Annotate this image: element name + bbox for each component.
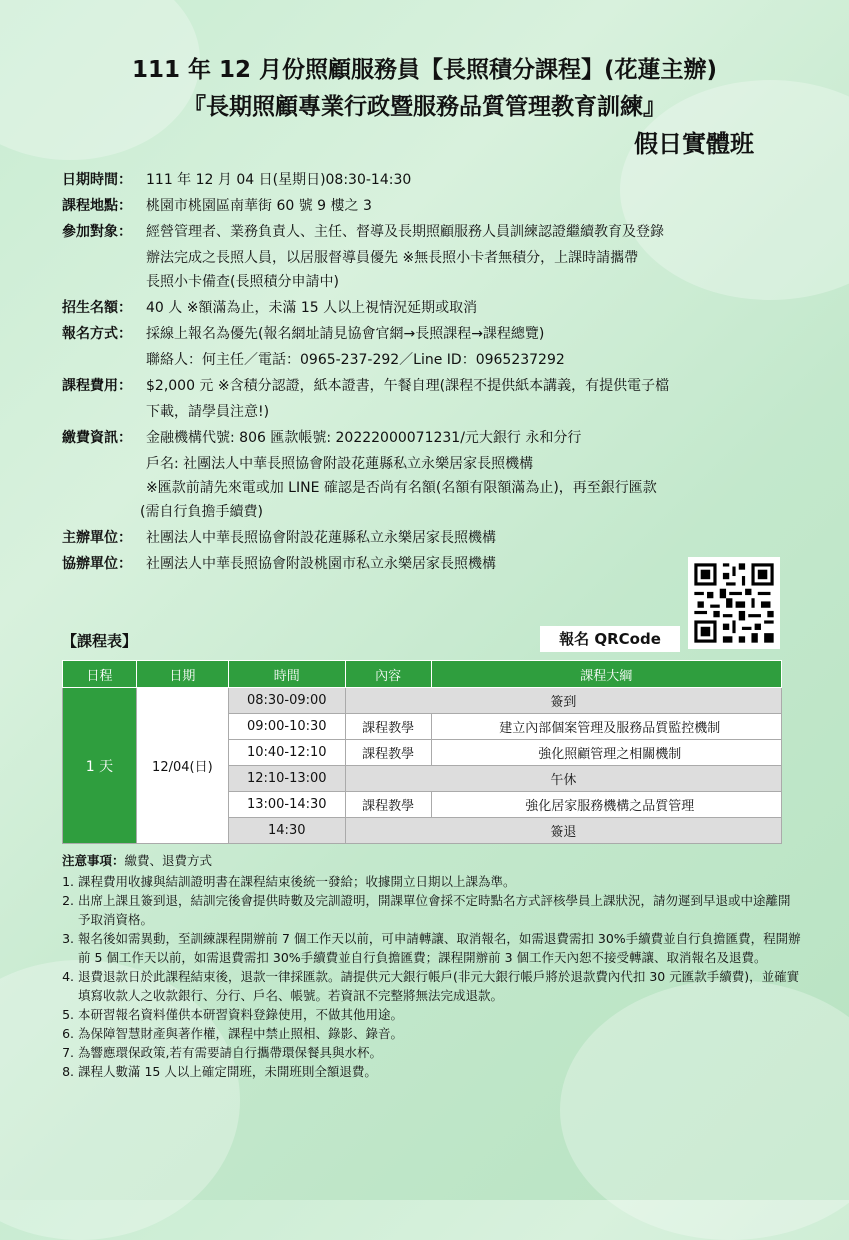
info-value: 採線上報名為優先(報名網址請見協會官網→長照課程→課程總覽) bbox=[146, 326, 545, 342]
outline-cell: 建立內部個案管理及服務品質監控機制 bbox=[431, 714, 781, 740]
info-value: 111 年 12 月 04 日(星期日)08:30-14:30 bbox=[146, 172, 412, 188]
table-row bbox=[63, 688, 782, 714]
schedule-table bbox=[62, 660, 782, 844]
notes-heading-suffix: 繳費、退費方式 bbox=[124, 853, 213, 868]
info-location bbox=[62, 194, 802, 218]
info-value: 金融機構代號: 806 匯款帳號: 20222000071231/元大銀行 永和分行 bbox=[146, 430, 582, 446]
list-item: 7. 為響應環保政策,若有需要請自行攜帶環保餐具與水杯。 bbox=[78, 1043, 802, 1062]
info-signup bbox=[62, 322, 802, 346]
title-line-1: 111 年 12 月份照顧服務員【長照積分課程】(花蓮主辦) bbox=[131, 57, 718, 83]
col-header: 日程 bbox=[63, 661, 137, 688]
day-cell: 1 天 bbox=[63, 688, 137, 844]
info-date bbox=[62, 168, 802, 192]
schedule-heading: 【課程表】 bbox=[62, 632, 138, 650]
time-cell: 13:00-14:30 bbox=[228, 792, 345, 818]
content-cell: 課程教學 bbox=[345, 740, 431, 766]
list-item: 2. 出席上課且簽到退，結訓完後會提供時數及完訓證明，開課單位會採不定時點名方式評核學員上課狀況，請勿遲到早退或中途離開予取消資格。 bbox=[78, 891, 802, 929]
info-value: 40 人 ※額滿為止，未滿 15 人以上視情況延期或取消 bbox=[146, 300, 478, 316]
info-fee bbox=[62, 374, 802, 398]
info-value: $2,000 元 ※含積分認證，紙本證書，午餐自理(課程不提供紙本講義，有提供電子檔 bbox=[146, 378, 670, 394]
list-item: 1. 課程費用收據與結訓證明書在課程結束後統一發給；收據開立日期以上課為準。 bbox=[78, 872, 802, 891]
info-value: 社團法人中華長照協會附設花蓮縣私立永樂居家長照機構 bbox=[146, 530, 496, 546]
info-label: 課程費用： bbox=[62, 378, 132, 394]
list-item: 4. 退費退款日於此課程結束後，退款一律採匯款。請提供元大銀行帳戶(非元大銀行帳戶將於退款費內代扣 30 元匯款手續費)，並確實填寫收款人之收款銀行、分行、戶名、帳號。若資訊不完整將無法完成退款。 bbox=[78, 967, 802, 1005]
info-fee-cont: 下載，請學員注意!) bbox=[146, 404, 270, 420]
info-label: 主辦單位： bbox=[62, 530, 132, 546]
time-cell: 08:30-09:00 bbox=[228, 688, 345, 714]
info-label: 報名方式： bbox=[62, 326, 132, 342]
notes-heading: 注意事項： bbox=[62, 853, 125, 868]
info-label: 課程地點： bbox=[62, 198, 132, 214]
info-contact: 聯絡人：何主任／電話：0965-237-292／Line ID：0965237292 bbox=[146, 352, 565, 368]
qr-code-label: 報名 QRCode bbox=[540, 626, 680, 652]
time-cell: 10:40-12:10 bbox=[228, 740, 345, 766]
info-host bbox=[62, 526, 802, 550]
notes-section bbox=[62, 851, 802, 1081]
time-cell: 09:00-10:30 bbox=[228, 714, 345, 740]
col-header: 內容 bbox=[345, 661, 431, 688]
notes-list bbox=[62, 872, 802, 1081]
info-quota bbox=[62, 296, 802, 320]
col-header: 日期 bbox=[136, 661, 228, 688]
activity-cell: 午休 bbox=[345, 766, 781, 792]
info-payment-cont: ※匯款前請先來電或加 LINE 確認是否尚有名額(名額有限額滿為止)，再至銀行匯款 bbox=[146, 480, 657, 496]
outline-cell: 強化照顧管理之相關機制 bbox=[431, 740, 781, 766]
col-header: 課程大綱 bbox=[431, 661, 781, 688]
content-cell: 課程教學 bbox=[345, 714, 431, 740]
info-target-cont: 長照小卡備查(長照積分申請中) bbox=[146, 274, 339, 290]
info-label: 參加對象： bbox=[62, 224, 132, 240]
col-header: 時間 bbox=[228, 661, 345, 688]
info-target-cont: 辦法完成之長照人員，以居服督導員優先 ※無長照小卡者無積分，上課時請攜帶 bbox=[146, 250, 639, 266]
qr-code-icon[interactable] bbox=[688, 557, 780, 649]
activity-cell: 簽到 bbox=[345, 688, 781, 714]
title-line-2: 『長期照顧專業行政暨服務品質管理教育訓練』 bbox=[183, 94, 666, 120]
info-label: 招生名額： bbox=[62, 300, 132, 316]
outline-cell: 強化居家服務機構之品質管理 bbox=[431, 792, 781, 818]
info-label: 繳費資訊： bbox=[62, 430, 132, 446]
info-value: 經營管理者、業務負責人、主任、督導及長期照顧服務人員訓練認證繼續教育及登錄 bbox=[146, 224, 664, 240]
schedule-header-row bbox=[63, 661, 782, 688]
info-value: 桃園市桃園區南華街 60 號 9 樓之 3 bbox=[146, 198, 372, 214]
time-cell: 14:30 bbox=[228, 818, 345, 844]
course-info bbox=[62, 168, 802, 578]
list-item: 6. 為保障智慧財產與著作權，課程中禁止照相、錄影、錄音。 bbox=[78, 1024, 802, 1043]
info-payment-cont: (需自行負擔手續費) bbox=[140, 504, 263, 520]
date-cell: 12/04(日) bbox=[136, 688, 228, 844]
info-value: 社團法人中華長照協會附設桃園市私立永樂居家長照機構 bbox=[146, 556, 496, 572]
info-label: 日期時間： bbox=[62, 172, 132, 188]
content-cell: 課程教學 bbox=[345, 792, 431, 818]
info-payment-cont: 戶名: 社團法人中華長照協會附設花蓮縣私立永樂居家長照機構 bbox=[146, 456, 534, 472]
title-line-3: 假日實體班 bbox=[634, 130, 754, 158]
info-target bbox=[62, 220, 802, 244]
activity-cell: 簽退 bbox=[345, 818, 781, 844]
info-label: 協辦單位： bbox=[62, 556, 132, 572]
list-item: 5. 本研習報名資料僅供本研習資料登錄使用，不做其他用途。 bbox=[78, 1005, 802, 1024]
list-item: 3. 報名後如需異動，至訓練課程開辦前 7 個工作天以前，可申請轉讓、取消報名，如需退費需扣 30%手續費並自行負擔匯費，程開辦前 5 個工作天以前，如需退費需扣 30%手續費並自行負擔匯費；課程開辦前 3 個工作天內恕不接受轉讓、取消報名及退費。 bbox=[78, 929, 802, 967]
time-cell: 12:10-13:00 bbox=[228, 766, 345, 792]
info-payment bbox=[62, 426, 802, 450]
list-item: 8. 課程人數滿 15 人以上確定開班，未開班則全額退費。 bbox=[78, 1062, 802, 1081]
